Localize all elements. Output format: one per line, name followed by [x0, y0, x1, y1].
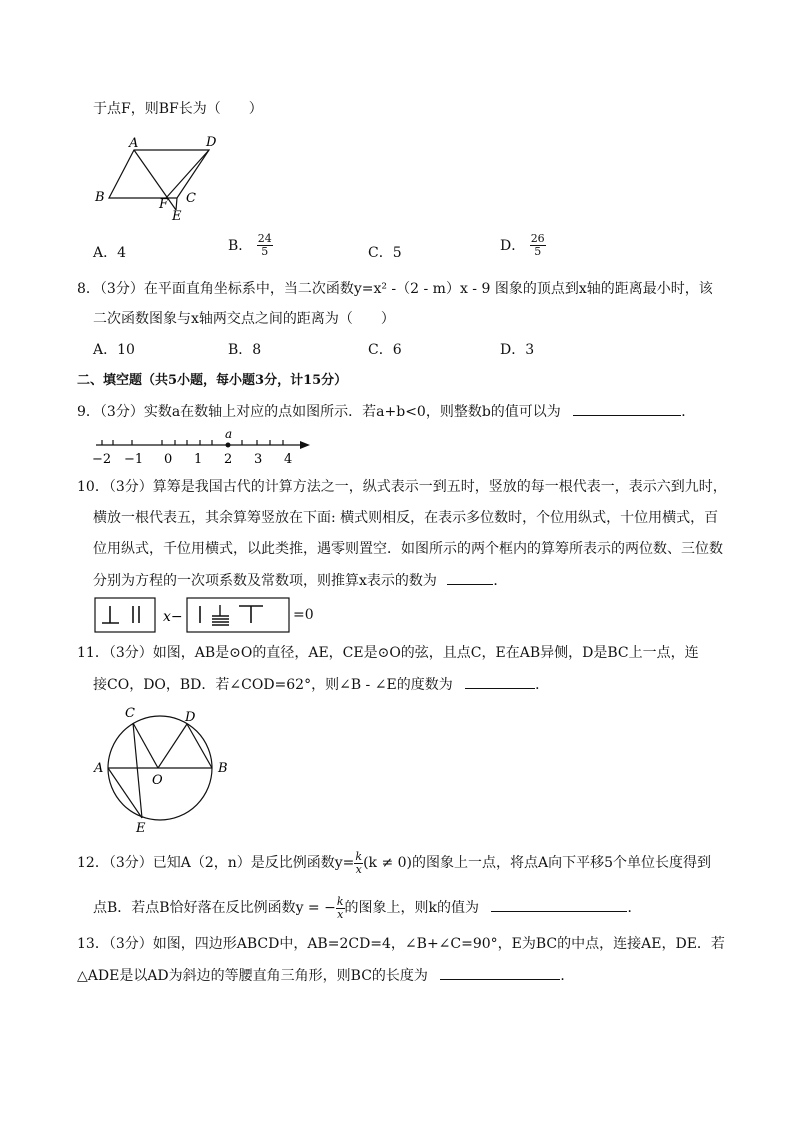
rod-units-symbol	[133, 606, 139, 623]
label-F: F	[159, 197, 169, 212]
label-E: E	[172, 209, 182, 224]
q12-stem-d: 的图象上，则k的值为	[344, 900, 480, 916]
point-a-label: a	[225, 427, 233, 441]
q12-stem-a: 12．（3分）已知A（2，n）是反比例函数y=	[77, 855, 355, 871]
label-D: D	[206, 135, 217, 150]
label-C: C	[125, 706, 135, 721]
q11-circle-figure	[90, 702, 240, 837]
tick-label: 2	[224, 452, 233, 467]
rod-box-2	[187, 598, 289, 632]
answer-blank[interactable]	[573, 401, 681, 416]
q10-line3: 位用纵式，千位用横式，以此类推，遇零则置空．如图所示的两个框内的算筹所表示的两位数、三位数	[93, 541, 723, 557]
rod-box-1	[95, 598, 155, 632]
fraction-k-over-x	[354, 851, 363, 876]
q13-end: ．	[560, 968, 575, 984]
q8-line1: 8．（3分）在平面直角坐标系中，当二次函数y=x² -（2 - m）x - 9 图象的顶点到x轴的距离最小时，该	[77, 281, 713, 297]
tick-label: 3	[254, 452, 263, 467]
option-value: 8	[252, 342, 262, 358]
q8-line2: 二次函数图象与x轴两交点之间的距离为（ ）	[93, 311, 395, 327]
numerator: 24	[257, 232, 272, 245]
label-C: C	[186, 191, 196, 206]
q11-line1: 11．（3分）如图，AB是⊙O的直径，AE，CE是⊙O的弦，且点C，E在AB异侧，D是BC上一点，连	[77, 645, 699, 661]
numerator: k	[336, 894, 344, 908]
label-D: D	[185, 710, 196, 725]
label-E: E	[136, 821, 146, 836]
tick-label: −2	[92, 452, 112, 467]
q7-option-b	[228, 233, 273, 258]
option-letter: D．	[500, 342, 526, 358]
q10-counting-rod-equation	[93, 597, 303, 635]
denominator: 5	[261, 245, 269, 258]
fraction	[257, 233, 273, 258]
q8-option-a	[93, 340, 135, 360]
denominator: x	[355, 862, 362, 876]
option-value: 4	[117, 245, 127, 261]
q9-text	[77, 401, 695, 422]
numerator: 26	[530, 232, 545, 245]
option-letter: A．	[93, 245, 118, 261]
q12-end: ．	[627, 900, 642, 916]
q10-end: ．	[493, 573, 508, 589]
option-letter: A．	[93, 342, 118, 358]
label-O: O	[152, 773, 163, 788]
eq-equals-zero: =0	[293, 607, 314, 623]
point-a-dot	[226, 443, 231, 448]
q7-parallelogram-figure	[92, 132, 222, 224]
section-header: 二、填空题（共5小题，每小题3分，计15分）	[77, 373, 348, 388]
option-value: 6	[392, 342, 402, 358]
q12-line1	[77, 848, 711, 878]
q11-line2	[93, 674, 549, 695]
tick-label: −1	[124, 452, 144, 467]
fraction	[530, 233, 546, 258]
answer-blank[interactable]	[491, 897, 627, 912]
option-letter: B．	[228, 237, 253, 254]
tick-label: 1	[194, 452, 203, 467]
denominator: x	[337, 907, 344, 921]
q11-end: ．	[535, 677, 550, 693]
tick-label: 4	[284, 452, 293, 467]
q7-tail-text: 于点F，则BF长为（ ）	[93, 101, 263, 117]
q10-line4	[93, 570, 507, 591]
q8-option-c	[368, 340, 402, 360]
q9-number-line	[88, 425, 316, 471]
tick-label: 0	[164, 452, 173, 467]
q8-option-d	[500, 340, 534, 360]
q10-line2: 横放一根代表五，其余算筹竖放在下面: 横式则相反，在表示多位数时，个位用纵式，十位用横式，百	[93, 510, 719, 526]
q13-line2	[77, 965, 574, 986]
q10-line1: 10．（3分）算筹是我国古代的计算方法之一，纵式表示一到五时，竖放的每一根代表一，表示六到九时，	[77, 479, 727, 495]
q12-line2	[93, 893, 641, 923]
label-B: B	[218, 761, 228, 776]
label-B: B	[95, 190, 105, 205]
q7-option-c	[368, 243, 402, 263]
numerator: k	[355, 849, 363, 863]
q8-option-b	[228, 340, 261, 360]
q13-line1: 13．（3分）如图，四边形ABCD中，AB=2CD=4，∠B+∠C=90°，E为BC的中点，连接AE，DE．若	[77, 936, 725, 952]
option-letter: C．	[368, 245, 393, 261]
option-letter: B．	[228, 342, 253, 358]
q12-stem-c: 点B．若点B恰好落在反比例函数y = −	[93, 900, 336, 916]
fraction-k-over-x	[336, 896, 345, 921]
answer-blank[interactable]	[440, 965, 560, 980]
eq-x-minus: x−	[163, 609, 183, 625]
label-A: A	[129, 136, 139, 151]
q7-option-a	[93, 243, 126, 263]
q7-option-d	[500, 233, 546, 258]
denominator: 5	[534, 245, 542, 258]
rod-tens-symbol-2	[212, 605, 229, 625]
answer-blank[interactable]	[447, 570, 493, 585]
rod-tens-symbol	[102, 606, 119, 623]
q10-stem: 分别为方程的一次项系数及常数项，则推算x表示的数为	[93, 573, 437, 589]
q11-stem: 接CO，DO，BD．若∠COD=62°，则∠B - ∠E的度数为	[93, 677, 453, 693]
option-value: 3	[525, 342, 535, 358]
q13-stem: △ADE是以AD为斜边的等腰直角三角形，则BC的长度为	[77, 968, 428, 984]
option-letter: D．	[500, 237, 526, 254]
q12-stem-b: (k ≠ 0)的图象上一点，将点A向下平移5个单位长度得到	[363, 855, 712, 871]
label-A: A	[94, 761, 104, 776]
option-value: 5	[392, 245, 402, 261]
q9-stem: 9．（3分）实数a在数轴上对应的点如图所示．若a+b<0，则整数b的值可以为	[77, 404, 561, 420]
rod-units-symbol-2	[239, 606, 263, 623]
answer-blank[interactable]	[465, 674, 535, 689]
q9-end: ．	[681, 404, 696, 420]
option-value: 10	[117, 342, 135, 358]
option-letter: C．	[368, 342, 393, 358]
